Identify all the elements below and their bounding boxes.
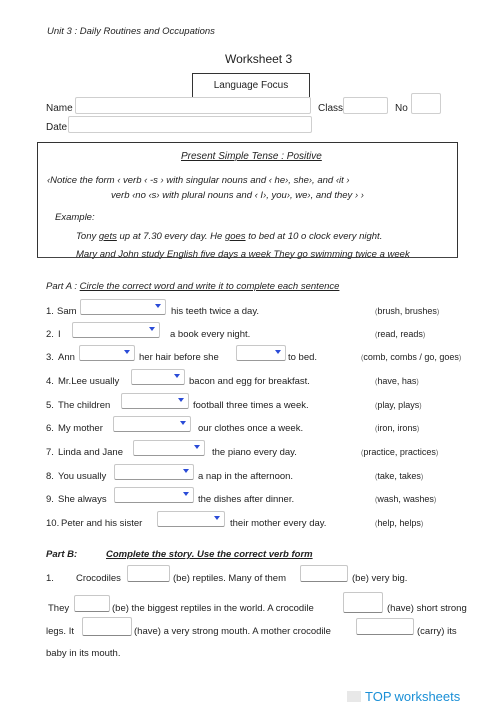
chevron-down-icon xyxy=(124,350,130,354)
answer-dropdown-4[interactable] xyxy=(131,369,185,385)
story-blank-6[interactable] xyxy=(356,618,414,635)
part-a-row-3-mid: her hair before she xyxy=(139,352,219,363)
story-blank-3[interactable] xyxy=(74,595,110,612)
part-a-row-7-options: (practice, practices) xyxy=(361,447,439,457)
answer-dropdown-9[interactable] xyxy=(114,487,194,503)
part-a-row-7-num: 7. xyxy=(46,447,54,458)
unit-heading: Unit 3 : Daily Routines and Occupations xyxy=(47,26,215,37)
part-a-row-8-num: 8. xyxy=(46,471,54,482)
chevron-down-icon xyxy=(178,398,184,402)
part-b-heading: Complete the story. Use the correct verb form xyxy=(106,549,313,560)
part-a-row-10-before: Peter and his sister xyxy=(61,518,143,529)
part-a-row-6-options: (iron, irons) xyxy=(375,423,420,433)
part-a-row-1-before: Sam xyxy=(57,306,77,317)
part-a-row-10-num: 10. xyxy=(46,518,60,529)
part-b-label: Part B: xyxy=(46,549,78,560)
part-a-row-7-before: Linda and Jane xyxy=(58,447,123,458)
part-a-row-8-options: (take, takes) xyxy=(375,471,424,481)
part-b-line4: baby in its mouth. xyxy=(46,648,121,659)
part-a-row-4-before: Mr.Lee usually xyxy=(58,376,120,387)
chevron-down-icon xyxy=(214,516,220,520)
story-blank-5[interactable] xyxy=(82,617,132,636)
answer-dropdown-7[interactable] xyxy=(133,440,205,456)
part-a-row-1-num: 1. xyxy=(46,306,54,317)
chevron-down-icon xyxy=(183,469,189,473)
answer-dropdown-1[interactable] xyxy=(80,299,166,315)
date-field[interactable] xyxy=(68,116,312,133)
part-a-row-9-after: the dishes after dinner. xyxy=(198,494,295,505)
worksheet-title: Worksheet 3 xyxy=(225,52,293,66)
part-b-line2-b: (be) the biggest reptiles in the world. A crocodile xyxy=(112,603,314,614)
part-a-row-4-after: bacon and egg for breakfast. xyxy=(189,376,310,387)
chevron-down-icon xyxy=(180,421,186,425)
chevron-down-icon xyxy=(183,492,189,496)
answer-dropdown-5[interactable] xyxy=(121,393,189,409)
part-b-line2-c: (have) short strong xyxy=(387,603,467,614)
no-field[interactable] xyxy=(411,93,441,114)
answer-dropdown-3b[interactable] xyxy=(236,345,286,361)
story-blank-4[interactable] xyxy=(343,592,383,613)
part-a-row-6-before: My mother xyxy=(58,423,103,434)
part-a-row-3-before: Ann xyxy=(58,352,75,363)
part-a-row-9-before: She always xyxy=(58,494,107,505)
answer-dropdown-10[interactable] xyxy=(157,511,225,527)
chevron-down-icon xyxy=(275,350,281,354)
date-label: Date xyxy=(46,122,68,133)
part-a-row-1-options: (brush, brushes) xyxy=(375,306,440,316)
grammar-rule-2: verb ‹no ‹s› with plural nouns and ‹ I›, you›, we›, and they › › xyxy=(111,190,364,201)
part-a-row-4-num: 4. xyxy=(46,376,54,387)
part-a-row-5-after: football three times a week. xyxy=(193,400,309,411)
part-a-row-6-num: 6. xyxy=(46,423,54,434)
part-a-row-8-before: You usually xyxy=(58,471,107,482)
part-a-row-9-num: 9. xyxy=(46,494,54,505)
part-a-row-2-options: (read, reads) xyxy=(375,329,426,339)
answer-dropdown-2[interactable] xyxy=(72,322,160,338)
answer-dropdown-6[interactable] xyxy=(113,416,191,432)
story-blank-1[interactable] xyxy=(127,565,170,582)
part-b-line1-num: 1. xyxy=(46,573,54,584)
language-focus-label: Language Focus xyxy=(213,80,289,91)
logo-text-rest: worksheets xyxy=(394,689,461,704)
part-a-row-3-num: 3. xyxy=(46,352,54,363)
part-a-row-5-num: 5. xyxy=(46,400,54,411)
grammar-box-bottom xyxy=(37,257,458,258)
part-a-row-7-after: the piano every day. xyxy=(212,447,297,458)
chevron-down-icon xyxy=(149,327,155,331)
part-a-heading: Part A : Circle the correct word and write it to complete each sentence xyxy=(46,281,340,292)
part-a-row-6-after: our clothes once a week. xyxy=(198,423,304,434)
chevron-down-icon xyxy=(194,445,200,449)
grammar-title: Present Simple Tense : Positive xyxy=(181,151,322,162)
no-label: No xyxy=(395,103,408,114)
class-label: Class xyxy=(318,103,344,114)
part-a-row-10-after: their mother every day. xyxy=(230,518,327,529)
topworksheets-logo xyxy=(347,689,497,707)
part-b-line1-a: Crocodiles xyxy=(76,573,121,584)
example-label: Example: xyxy=(55,212,95,223)
example-sentence-1: Tony gets up at 7.30 every day. He goes to bed at 10 o clock every night. xyxy=(76,231,383,242)
part-a-row-1-after: his teeth twice a day. xyxy=(171,306,260,317)
part-a-row-3-options: (comb, combs / go, goes) xyxy=(361,352,462,362)
part-a-row-8-after: a nap in the afternoon. xyxy=(198,471,294,482)
part-b-line1-c: (be) very big. xyxy=(352,573,408,584)
answer-dropdown-8[interactable] xyxy=(114,464,194,480)
name-field[interactable] xyxy=(75,97,311,114)
part-a-row-9-options: (wash, washes) xyxy=(375,494,437,504)
part-b-line3-a: legs. It xyxy=(46,626,74,637)
part-b-line3-c: (carry) its xyxy=(417,626,457,637)
part-a-row-4-options: (have, has) xyxy=(375,376,419,386)
answer-dropdown-3a[interactable] xyxy=(79,345,135,361)
part-a-row-2-before: I xyxy=(58,329,61,340)
part-a-row-2-after: a book every night. xyxy=(170,329,251,340)
example-sentence-2: Mary and John study English five days a week They go swimming twice a week xyxy=(76,249,410,259)
story-blank-2[interactable] xyxy=(300,565,348,582)
chevron-down-icon xyxy=(174,374,180,378)
part-a-row-10-options: (help, helps) xyxy=(375,518,424,528)
chevron-down-icon xyxy=(155,304,161,308)
logo-icon xyxy=(347,691,361,702)
logo-text-top: TOP xyxy=(365,689,392,704)
part-b-line3-b: (have) a very strong mouth. A mother crocodile xyxy=(134,626,331,637)
language-focus-tab xyxy=(192,73,310,97)
part-b-line1-b: (be) reptiles. Many of them xyxy=(173,573,286,584)
part-b-line2-a: They xyxy=(48,603,70,614)
grammar-rule-1: ‹Notice the form ‹ verb ‹ -s › with singular nouns and ‹ he›, she›, and ‹it › xyxy=(47,175,350,186)
name-label: Name xyxy=(46,103,73,114)
class-field[interactable] xyxy=(343,97,388,114)
part-a-row-2-num: 2. xyxy=(46,329,54,340)
part-a-row-5-options: (play, plays) xyxy=(375,400,422,410)
part-a-row-3-after: to bed. xyxy=(288,352,318,363)
part-a-row-5-before: The children xyxy=(58,400,111,411)
